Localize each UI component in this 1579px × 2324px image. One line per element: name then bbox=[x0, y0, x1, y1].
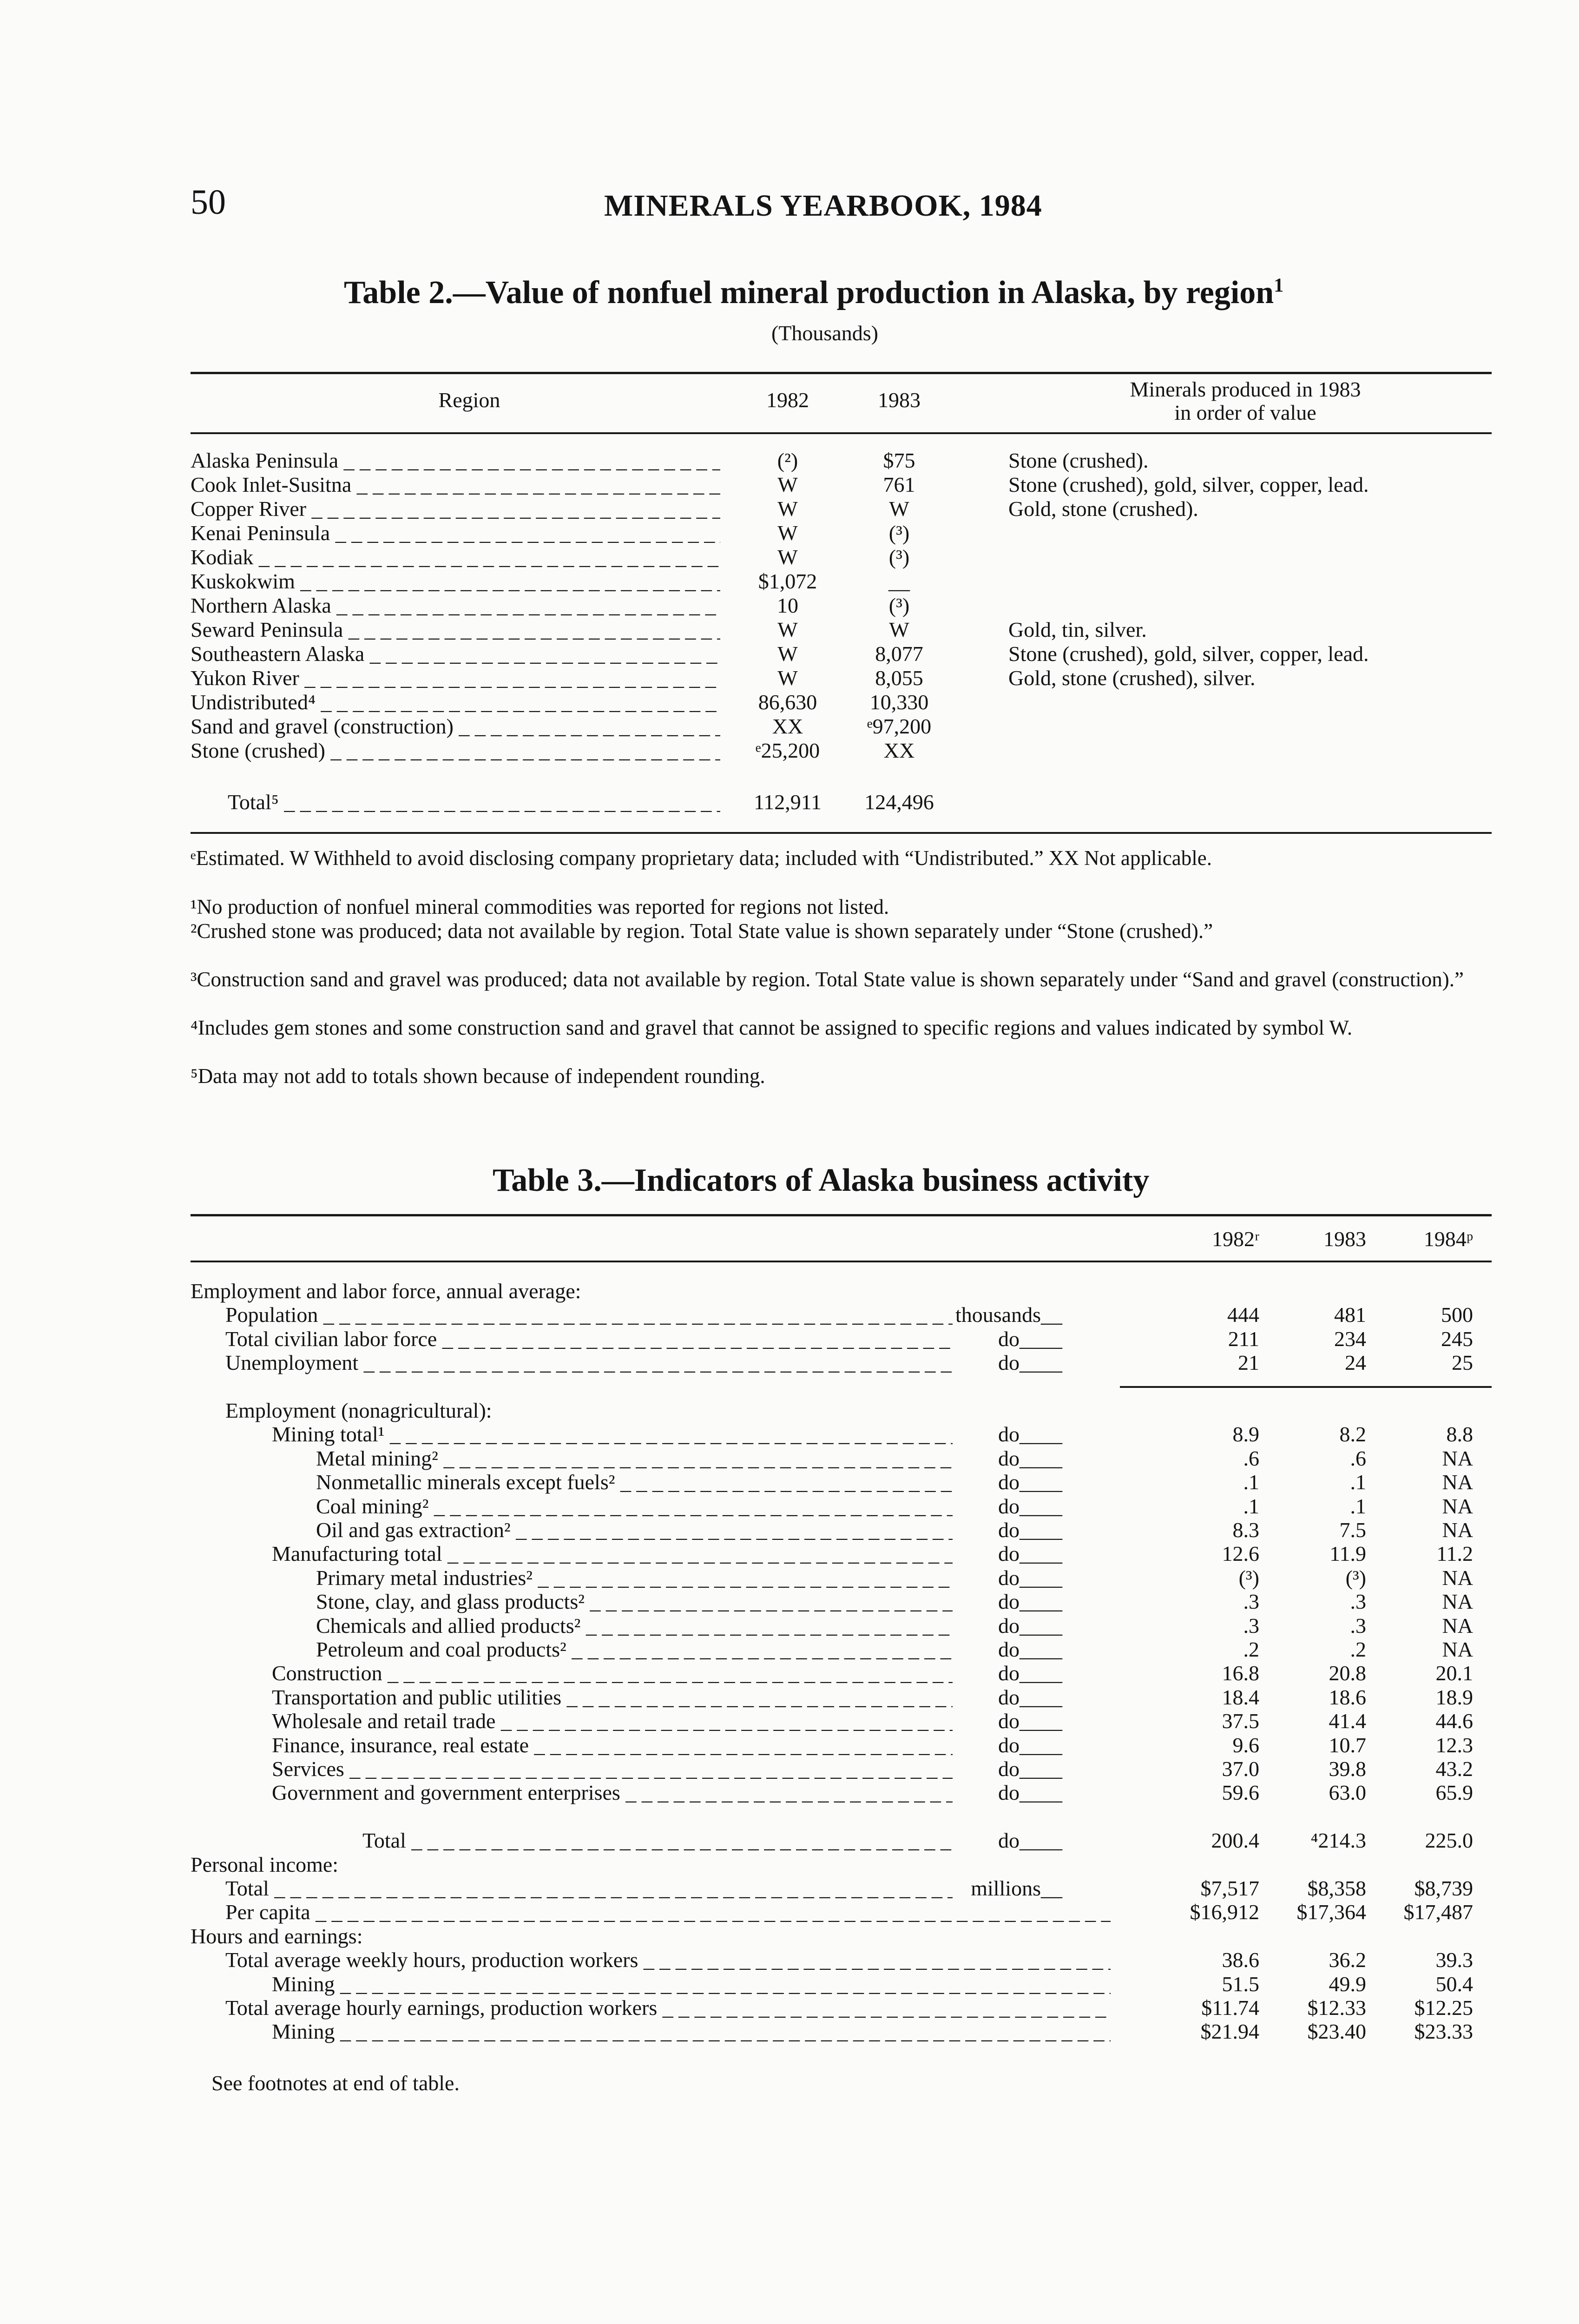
table3-label-cell: Total _ _ _ bbox=[362, 1829, 953, 1853]
table3-value-cell: 50.4 bbox=[1435, 1972, 1473, 1996]
table3-value-cell: 211 bbox=[1228, 1327, 1259, 1351]
table3-label-cell: Transportation and public utilities _ _ _ bbox=[272, 1685, 953, 1710]
table3-label-cell: Total _ _ _ bbox=[225, 1876, 953, 1901]
table3-unit-cell: do____ bbox=[953, 1494, 1062, 1519]
table3-value-cell: NA bbox=[1442, 1446, 1473, 1470]
table3-label-cell: Total average weekly hours, production workers _ _ _ bbox=[225, 1948, 1111, 1972]
table2-1982-cell: $1,072 bbox=[758, 569, 817, 593]
table3-value-cell: .6 bbox=[1350, 1446, 1366, 1470]
table3-value-cell: 11.2 bbox=[1436, 1542, 1473, 1565]
table3-value-cell: 245 bbox=[1441, 1327, 1473, 1351]
table3-unit-cell: do____ bbox=[953, 1614, 1062, 1638]
table3-label-cell: Petroleum and coal products² _ _ _ bbox=[316, 1637, 953, 1662]
table3-label-cell: Government and government enterprises _ _ _ bbox=[272, 1781, 953, 1805]
table3-unit-cell: do____ bbox=[953, 1757, 1062, 1781]
page-number: 50 bbox=[191, 183, 226, 222]
table3-label-cell: Hours and earnings: bbox=[191, 1924, 363, 1948]
table2-1982-cell: W bbox=[777, 666, 798, 690]
table3-label-cell: Finance, insurance, real estate _ _ _ bbox=[272, 1733, 953, 1757]
table3-unit-cell: do____ bbox=[953, 1327, 1062, 1351]
table2-region-cell: Seward Peninsula _ _ _ bbox=[191, 618, 720, 642]
table3-row bbox=[191, 1876, 1492, 1901]
table3-value-cell: 8.3 bbox=[1232, 1518, 1259, 1542]
table2-1982-cell: W bbox=[777, 521, 798, 545]
table2-1983-cell: W bbox=[889, 618, 909, 641]
table3-value-cell: NA bbox=[1442, 1590, 1473, 1613]
table3-header-1982: 1982ʳ bbox=[1212, 1227, 1259, 1251]
table3-value-cell: NA bbox=[1442, 1494, 1473, 1518]
table3-value-cell: 444 bbox=[1227, 1303, 1259, 1327]
table3-value-cell: 49.9 bbox=[1329, 1972, 1366, 1996]
table3-row bbox=[191, 1972, 1492, 1996]
table3-value-cell: (³) bbox=[1345, 1566, 1366, 1590]
table2-header-1982: 1982 bbox=[766, 388, 809, 412]
table3-value-cell: 37.5 bbox=[1222, 1709, 1259, 1733]
table2-1983-cell: XX bbox=[883, 739, 915, 762]
table3-value-cell: 18.9 bbox=[1435, 1685, 1473, 1709]
table2-region-cell: Southeastern Alaska _ _ _ bbox=[191, 642, 720, 666]
table2-footnote: ᵉEstimated. W Withheld to avoid disclosing company proprietary data; included with “Undistributed.” XX Not applicable. bbox=[191, 846, 1212, 870]
table3-label-cell: Chemicals and allied products² _ _ _ bbox=[316, 1614, 953, 1638]
table3-value-cell: $12.33 bbox=[1307, 1996, 1366, 2020]
table3-value-cell: $8,739 bbox=[1414, 1876, 1473, 1900]
table3-row bbox=[191, 1446, 1492, 1471]
table2-footnote: ⁴Includes gem stones and some construction sand and gravel that cannot be assigned to specific regions and values indicated by symbol W. bbox=[191, 1016, 1353, 1039]
table3-row bbox=[191, 1948, 1492, 1972]
table2-1982-cell: W bbox=[777, 642, 798, 666]
table2-region-cell: Cook Inlet-Susitna _ _ _ bbox=[191, 473, 720, 497]
table3-row bbox=[191, 1566, 1492, 1590]
table3-row bbox=[191, 1996, 1492, 2020]
table3-row bbox=[191, 1805, 1492, 1829]
table2-row bbox=[191, 618, 1492, 642]
table3-row bbox=[191, 1494, 1492, 1519]
table2-1982-cell: 10 bbox=[777, 594, 798, 617]
table3-value-cell: 36.2 bbox=[1329, 1948, 1366, 1972]
table3-row bbox=[191, 1829, 1492, 1853]
table2-minerals-cell: Stone (crushed), gold, silver, copper, lead. bbox=[1008, 642, 1369, 666]
table3-row bbox=[191, 2020, 1492, 2044]
table3-row bbox=[191, 1637, 1492, 1662]
table2-total-row bbox=[191, 790, 1492, 814]
table2-header-region: Region bbox=[438, 388, 500, 412]
table3-unit-cell: do____ bbox=[953, 1733, 1062, 1757]
table2-region-cell: Yukon River _ _ _ bbox=[191, 666, 720, 690]
table3-value-cell: 20.8 bbox=[1329, 1661, 1366, 1685]
table3-value-cell: 8.8 bbox=[1446, 1422, 1473, 1446]
table2-footnote: ²Crushed stone was produced; data not available by region. Total State value is shown separately under “Stone (crushed).” bbox=[191, 919, 1213, 943]
table3-value-cell: 8.9 bbox=[1232, 1422, 1259, 1446]
table3-value-cell: .3 bbox=[1350, 1590, 1366, 1613]
table3-value-cell: 24 bbox=[1345, 1351, 1366, 1374]
table3-row bbox=[191, 1518, 1492, 1542]
table3-label-cell: Total civilian labor force _ _ _ bbox=[225, 1327, 953, 1351]
table3-value-cell: 65.9 bbox=[1435, 1781, 1473, 1804]
table2-row bbox=[191, 449, 1492, 473]
table2-1982-cell: (²) bbox=[777, 449, 798, 472]
table2-total-label: Total⁵ _ _ _ bbox=[228, 790, 720, 814]
table2-row bbox=[191, 521, 1492, 545]
table3-value-cell: (³) bbox=[1238, 1566, 1259, 1590]
table3-row bbox=[191, 1279, 1492, 1303]
table3-value-cell: $17,487 bbox=[1403, 1900, 1473, 1924]
table3-row bbox=[191, 1399, 1492, 1423]
table2-top-rule bbox=[191, 372, 1492, 374]
table2-region-cell: Copper River _ _ _ bbox=[191, 497, 720, 521]
table3-row bbox=[191, 1733, 1492, 1757]
table3-row bbox=[191, 1853, 1492, 1877]
table3-row bbox=[191, 1661, 1492, 1685]
table2-minerals-cell: Gold, stone (crushed). bbox=[1008, 497, 1198, 521]
table3-unit-cell: do____ bbox=[953, 1446, 1062, 1471]
table3-value-cell: .2 bbox=[1350, 1637, 1366, 1661]
table3-value-cell: .2 bbox=[1243, 1637, 1259, 1661]
table3-value-cell: NA bbox=[1442, 1614, 1473, 1637]
table3-header-rule bbox=[191, 1261, 1492, 1262]
table2-row bbox=[191, 594, 1492, 618]
table3-value-cell: .1 bbox=[1350, 1494, 1366, 1518]
table2-1983-cell: $75 bbox=[883, 449, 915, 472]
table2-region-cell: Kuskokwim _ _ _ bbox=[191, 569, 720, 594]
table3-header-1984: 1984ᵖ bbox=[1423, 1227, 1473, 1251]
table2-footnote: ³Construction sand and gravel was produced; data not available by region. Total State value is shown separately under “Sand and gravel (construction).” bbox=[191, 968, 1464, 991]
table3-value-cell: $23.40 bbox=[1307, 2020, 1366, 2043]
table2-1982-cell: W bbox=[777, 545, 798, 569]
table2-minerals-cell: Stone (crushed). bbox=[1008, 449, 1149, 472]
table3-value-cell: 18.4 bbox=[1222, 1685, 1259, 1709]
table3-label-cell: Mining _ _ _ bbox=[272, 1972, 1111, 1996]
table3-value-cell: 21 bbox=[1238, 1351, 1259, 1374]
table3-value-cell: 44.6 bbox=[1435, 1709, 1473, 1733]
table2-row bbox=[191, 569, 1492, 594]
table3-label-cell: Manufacturing total _ _ _ bbox=[272, 1542, 953, 1566]
table2-minerals-cell: Gold, tin, silver. bbox=[1008, 618, 1147, 641]
table3-value-cell: NA bbox=[1442, 1566, 1473, 1590]
table3-value-cell: 8.2 bbox=[1339, 1422, 1366, 1446]
table3-header-1983: 1983 bbox=[1323, 1227, 1366, 1251]
table2-total-1982: 112,911 bbox=[753, 790, 822, 814]
table2-region-cell: Undistributed⁴ _ _ _ bbox=[191, 690, 720, 714]
table3-value-cell: .1 bbox=[1243, 1470, 1259, 1494]
table3-value-cell: $21.94 bbox=[1200, 2020, 1259, 2043]
table3-row bbox=[191, 1900, 1492, 1924]
table2-1982-cell: W bbox=[777, 497, 798, 521]
table2-1983-cell: 761 bbox=[883, 473, 915, 496]
table3-unit-cell: thousands__ bbox=[953, 1303, 1062, 1327]
table3-value-cell: 225.0 bbox=[1425, 1829, 1473, 1852]
table2-1982-cell: 86,630 bbox=[758, 690, 817, 714]
table3-label-cell: Oil and gas extraction² _ _ _ bbox=[316, 1518, 953, 1542]
table3-value-cell: .6 bbox=[1243, 1446, 1259, 1470]
table2-unit: (Thousands) bbox=[771, 321, 878, 345]
table3-value-cell: 38.6 bbox=[1222, 1948, 1259, 1972]
table3-row bbox=[191, 1590, 1492, 1614]
table3-value-cell: 18.6 bbox=[1329, 1685, 1366, 1709]
table3-row bbox=[191, 1685, 1492, 1710]
table3-value-cell: 39.8 bbox=[1329, 1757, 1366, 1781]
table3-label-cell: Coal mining² _ _ _ bbox=[316, 1494, 953, 1519]
table3-row bbox=[191, 1351, 1492, 1375]
table3-employment-rule bbox=[1120, 1386, 1492, 1388]
table2-footnote: ¹No production of nonfuel mineral commodities was reported for regions not listed. bbox=[191, 895, 889, 918]
table2-1982-cell: W bbox=[777, 473, 798, 496]
table3-label-cell: Personal income: bbox=[191, 1853, 339, 1876]
table3-label-cell: Employment and labor force, annual average: bbox=[191, 1279, 581, 1303]
table3-label-cell: Employment (nonagricultural): bbox=[225, 1399, 492, 1422]
table3-label-cell: Mining total¹ _ _ _ bbox=[272, 1422, 953, 1446]
table3-value-cell: .3 bbox=[1243, 1614, 1259, 1637]
table2-bottom-rule bbox=[191, 832, 1492, 834]
table2-row bbox=[191, 666, 1492, 690]
table2-row bbox=[191, 497, 1492, 521]
table3-unit-cell: do____ bbox=[953, 1542, 1062, 1566]
table3-top-rule bbox=[191, 1214, 1492, 1216]
table2-1983-cell: W bbox=[889, 497, 909, 521]
table2-1982-cell: XX bbox=[772, 714, 803, 738]
table2-region-cell: Sand and gravel (construction) _ _ _ bbox=[191, 714, 720, 739]
table2-1983-cell: __ bbox=[888, 569, 910, 593]
table3-value-cell: $17,364 bbox=[1296, 1900, 1366, 1924]
table3-value-cell: 41.4 bbox=[1329, 1709, 1366, 1733]
table3-label-cell: Nonmetallic minerals except fuels² _ _ _ bbox=[316, 1470, 953, 1494]
table3-value-cell: 12.6 bbox=[1222, 1542, 1259, 1565]
table3-value-cell: $8,358 bbox=[1307, 1876, 1366, 1900]
table3-unit-cell: do____ bbox=[953, 1351, 1062, 1375]
table2-row bbox=[191, 739, 1492, 763]
table3-value-cell: NA bbox=[1442, 1518, 1473, 1542]
table3-unit-cell: do____ bbox=[953, 1422, 1062, 1446]
table2-row bbox=[191, 473, 1492, 497]
table3-value-cell: 51.5 bbox=[1222, 1972, 1259, 1996]
table3-value-cell: $16,912 bbox=[1190, 1900, 1259, 1924]
table2-header-minerals-1: Minerals produced in 1983 bbox=[1130, 377, 1361, 401]
table3-unit-cell: do____ bbox=[953, 1637, 1062, 1662]
table3-unit-cell: do____ bbox=[953, 1661, 1062, 1685]
table3-label-cell: Population _ _ _ bbox=[225, 1303, 953, 1327]
table3-value-cell: 16.8 bbox=[1222, 1661, 1259, 1685]
table2-header-1983: 1983 bbox=[878, 388, 921, 412]
table2-minerals-cell: Gold, stone (crushed), silver. bbox=[1008, 666, 1256, 690]
table3-label-cell: Mining _ _ _ bbox=[272, 2020, 1111, 2044]
table2-region-cell: Kodiak _ _ _ bbox=[191, 545, 720, 569]
table3-value-cell: 11.9 bbox=[1329, 1542, 1366, 1565]
table3-row bbox=[191, 1470, 1492, 1494]
table3-label-cell: Primary metal industries² _ _ _ bbox=[316, 1566, 953, 1590]
table3-label-cell: Wholesale and retail trade _ _ _ bbox=[272, 1709, 953, 1733]
table2-1983-cell: ᵉ97,200 bbox=[867, 714, 932, 738]
table3-value-cell: 63.0 bbox=[1329, 1781, 1366, 1804]
table3-value-cell: 43.2 bbox=[1435, 1757, 1473, 1781]
table3-label-cell: Total average hourly earnings, production workers _ _ _ bbox=[225, 1996, 1111, 2020]
table3-value-cell: 500 bbox=[1441, 1303, 1473, 1327]
table3-value-cell: .1 bbox=[1243, 1494, 1259, 1518]
table2-footnote: ⁵Data may not add to totals shown because of independent rounding. bbox=[191, 1064, 765, 1088]
table3-value-cell: 200.4 bbox=[1211, 1829, 1259, 1852]
table2-row bbox=[191, 690, 1492, 714]
table2-1982-cell: W bbox=[777, 618, 798, 641]
table2-1983-cell: 8,055 bbox=[875, 666, 923, 690]
table2-1982-cell: ᵉ25,200 bbox=[755, 739, 820, 762]
table2-header-minerals-2: in order of value bbox=[1174, 401, 1316, 424]
table3-row bbox=[191, 1542, 1492, 1566]
table3-value-cell: $12.25 bbox=[1414, 1996, 1473, 2020]
table3-unit-cell: do____ bbox=[953, 1781, 1062, 1805]
table3-label-cell: Metal mining² _ _ _ bbox=[316, 1446, 953, 1471]
table2-row bbox=[191, 545, 1492, 569]
table3-row bbox=[191, 1781, 1492, 1805]
table3-label-cell: Unemployment _ _ _ bbox=[225, 1351, 953, 1375]
table3-row bbox=[191, 1422, 1492, 1446]
table3-unit-cell: do____ bbox=[953, 1566, 1062, 1590]
table3-value-cell: 12.3 bbox=[1435, 1733, 1473, 1757]
table3-row bbox=[191, 1303, 1492, 1327]
table3-unit-cell: do____ bbox=[953, 1685, 1062, 1710]
table3-unit-cell: do____ bbox=[953, 1470, 1062, 1494]
table3-label-cell: Services _ _ _ bbox=[272, 1757, 953, 1781]
table3-row bbox=[191, 1709, 1492, 1733]
table3-value-cell: .1 bbox=[1350, 1470, 1366, 1494]
table3-unit-cell: do____ bbox=[953, 1590, 1062, 1614]
table3-value-cell: $7,517 bbox=[1200, 1876, 1259, 1900]
table2-total-1983: 124,496 bbox=[864, 790, 934, 814]
table3-value-cell: 7.5 bbox=[1339, 1518, 1366, 1542]
table2-1983-cell: (³) bbox=[888, 594, 910, 617]
table3-value-cell: ⁴214.3 bbox=[1310, 1829, 1366, 1852]
table3-unit-cell: do____ bbox=[953, 1709, 1062, 1733]
table2-header-rule bbox=[191, 432, 1492, 434]
table3-value-cell: 20.1 bbox=[1435, 1661, 1473, 1685]
table3-value-cell: 9.6 bbox=[1232, 1733, 1259, 1757]
table3-value-cell: 37.0 bbox=[1222, 1757, 1259, 1781]
table2-region-cell: Kenai Peninsula _ _ _ bbox=[191, 521, 720, 545]
table2-row bbox=[191, 714, 1492, 739]
table3-value-cell: 39.3 bbox=[1435, 1948, 1473, 1972]
table3-unit-cell: do____ bbox=[953, 1829, 1062, 1853]
table3-value-cell: .3 bbox=[1243, 1590, 1259, 1613]
table3-row bbox=[191, 1757, 1492, 1781]
table2-1983-cell: (³) bbox=[888, 521, 910, 545]
table3-value-cell: $23.33 bbox=[1414, 2020, 1473, 2043]
table3-label-cell: Construction _ _ _ bbox=[272, 1661, 953, 1685]
table3-note: See footnotes at end of table. bbox=[211, 2071, 460, 2095]
table3-unit-cell: millions__ bbox=[953, 1876, 1062, 1901]
table3-value-cell: NA bbox=[1442, 1470, 1473, 1494]
table3-value-cell: 481 bbox=[1334, 1303, 1366, 1327]
table2-row bbox=[191, 642, 1492, 666]
table3-row bbox=[191, 1327, 1492, 1351]
table2-1983-cell: (³) bbox=[888, 545, 910, 569]
table3-value-cell: .3 bbox=[1350, 1614, 1366, 1637]
table3-value-cell: 10.7 bbox=[1329, 1733, 1366, 1757]
table2-title: Table 2.—Value of nonfuel mineral production in Alaska, by region$^1$ bbox=[344, 275, 1284, 310]
table3-value-cell: $11.74 bbox=[1201, 1996, 1259, 2020]
table2-1983-cell: 10,330 bbox=[869, 690, 929, 714]
table2-region-cell: Stone (crushed) _ _ _ bbox=[191, 739, 720, 763]
running-title: MINERALS YEARBOOK, 1984 bbox=[604, 189, 1042, 223]
table2-region-cell: Alaska Peninsula _ _ _ bbox=[191, 449, 720, 473]
table2-minerals-cell: Stone (crushed), gold, silver, copper, lead. bbox=[1008, 473, 1369, 496]
table3-label-cell: Per capita _ _ _ bbox=[225, 1900, 1111, 1924]
table3-value-cell: 25 bbox=[1452, 1351, 1473, 1374]
table2-region-cell: Northern Alaska _ _ _ bbox=[191, 594, 720, 618]
table3-unit-cell: do____ bbox=[953, 1518, 1062, 1542]
table3-value-cell: 234 bbox=[1334, 1327, 1366, 1351]
table3-row bbox=[191, 1924, 1492, 1948]
table3-row bbox=[191, 1614, 1492, 1638]
table3-value-cell: 59.6 bbox=[1222, 1781, 1259, 1804]
table3-title: Table 3.—Indicators of Alaska business activity bbox=[493, 1162, 1150, 1198]
table3-value-cell: NA bbox=[1442, 1637, 1473, 1661]
table3-label-cell: Stone, clay, and glass products² _ _ _ bbox=[316, 1590, 953, 1614]
table2-1983-cell: 8,077 bbox=[875, 642, 923, 666]
